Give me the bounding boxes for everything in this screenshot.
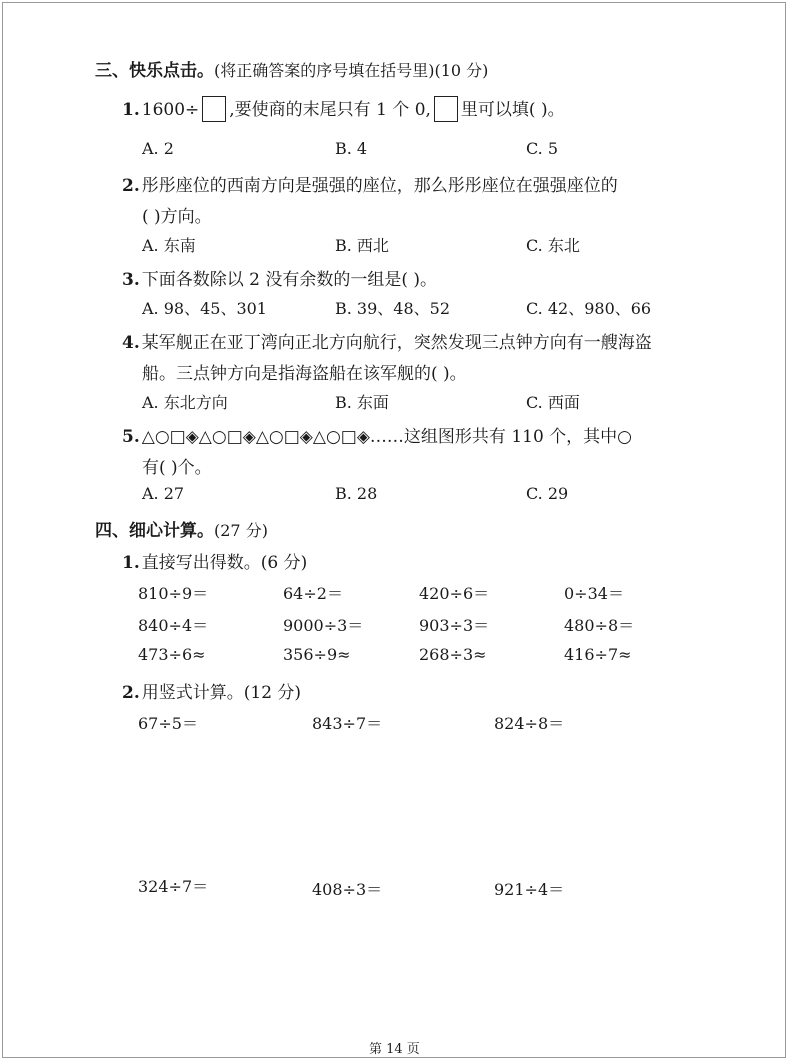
q2-option-c: C. 东北: [526, 236, 580, 255]
vertical-calc-r2-c3: 921÷4＝: [494, 880, 565, 899]
q4-option-c: C. 西面: [526, 393, 580, 412]
calc-r3-c3: 268÷3≈: [419, 645, 487, 664]
section-4-note: (27 分): [214, 521, 268, 540]
part-1-title: 直接写出得数。(6 分): [141, 553, 308, 573]
question-2-text-1: 彤彤座位的西南方向是强强的座位，那么彤彤座位在强强座位的: [141, 176, 618, 196]
question-5-line-1: [122, 422, 632, 447]
q1-option-b: B. 4: [335, 139, 368, 158]
section-3-heading: [95, 56, 488, 81]
part-1-number: 1.: [122, 553, 140, 573]
calc-r3-c1: 473÷6≈: [138, 645, 206, 664]
calc-r2-c3: 903÷3＝: [419, 616, 490, 635]
question-5-line-2: 有( )个。: [142, 458, 212, 478]
vertical-calc-r1-c3: 824÷8＝: [494, 714, 565, 733]
part-1-heading: [122, 548, 307, 573]
q5-option-a: A. 27: [142, 484, 185, 503]
calc-r2-c2: 9000÷3＝: [283, 616, 364, 635]
calc-r1-c4: 0÷34＝: [564, 584, 624, 603]
question-3-number: 3.: [122, 270, 140, 290]
q1-option-a: A. 2: [142, 139, 174, 158]
q2-option-b: B. 西北: [335, 236, 389, 255]
section-3-note: (将正确答案的序号填在括号里)(10 分): [214, 61, 489, 80]
answer-box-2[interactable]: [434, 96, 458, 122]
q5-option-c: C. 29: [526, 484, 569, 503]
vertical-calc-r1-c2: 843÷7＝: [312, 714, 383, 733]
q4-option-b: B. 东面: [335, 393, 389, 412]
calc-r1-c1: 810÷9＝: [138, 584, 209, 603]
question-2-line-2: ( )方向。: [142, 207, 212, 227]
question-1: [122, 95, 565, 122]
question-2-number: 2.: [122, 176, 140, 196]
question-3-line-1: [122, 265, 437, 290]
question-5-number: 5.: [122, 427, 140, 447]
section-4-heading: [95, 516, 268, 541]
calc-r2-c4: 480÷8＝: [564, 616, 635, 635]
question-1-post: 里可以填( )。: [460, 100, 565, 120]
question-4-text-1: 某军舰正在亚丁湾向正北方向航行，突然发现三点钟方向有一艘海盗: [141, 333, 652, 353]
section-3-title: 三、快乐点击。: [95, 61, 214, 81]
part-2-number: 2.: [122, 683, 140, 703]
q3-option-b: B. 39、48、52: [335, 299, 451, 318]
part-2-heading: [122, 678, 301, 703]
question-4-line-2: 船。三点钟方向是指海盗船在该军舰的( )。: [142, 364, 467, 384]
question-1-mid: ,要使商的末尾只有 1 个 0,: [229, 100, 431, 120]
vertical-calc-r2-c2: 408÷3＝: [312, 880, 383, 899]
q3-option-c: C. 42、980、66: [526, 299, 652, 318]
question-1-pre: 1600÷: [141, 100, 200, 120]
q4-option-a: A. 东北方向: [142, 393, 228, 412]
vertical-calc-r1-c1: 67÷5＝: [138, 714, 198, 733]
q3-option-a: A. 98、45、301: [142, 299, 267, 318]
question-4-number: 4.: [122, 333, 140, 353]
question-2-line-1: [122, 171, 618, 196]
question-1-number: 1.: [122, 100, 140, 120]
question-5-text-1: △○□◈△○□◈△○□◈△○□◈……这组图形共有 110 个，其中○: [141, 427, 633, 447]
q2-option-a: A. 东南: [142, 236, 196, 255]
part-2-title: 用竖式计算。(12 分): [141, 683, 302, 703]
calc-r1-c3: 420÷6＝: [419, 584, 490, 603]
section-4-title: 四、细心计算。: [95, 521, 214, 541]
q1-option-c: C. 5: [526, 139, 559, 158]
vertical-calc-r2-c1: 324÷7＝: [138, 877, 209, 896]
calc-r3-c2: 356÷9≈: [283, 645, 351, 664]
question-4-line-1: [122, 328, 652, 353]
calc-r3-c4: 416÷7≈: [564, 645, 632, 664]
page-number: 第 14 页: [369, 1042, 420, 1057]
question-3-text-1: 下面各数除以 2 没有余数的一组是( )。: [141, 270, 438, 290]
q5-option-b: B. 28: [335, 484, 378, 503]
calc-r2-c1: 840÷4＝: [138, 616, 209, 635]
calc-r1-c2: 64÷2＝: [283, 584, 343, 603]
answer-box-1[interactable]: [202, 96, 226, 122]
